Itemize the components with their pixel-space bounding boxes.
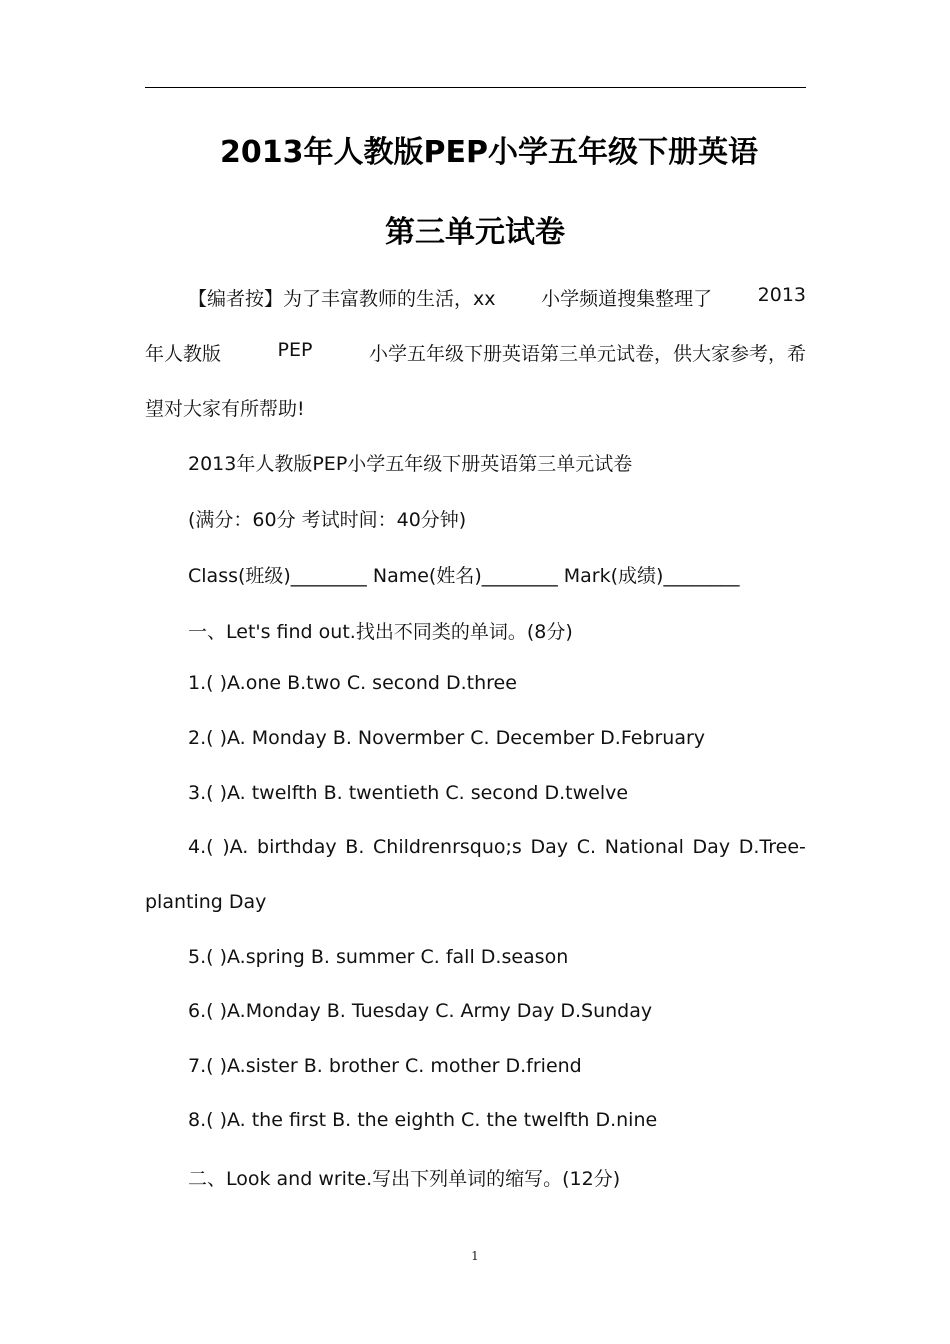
intro-line-1 <box>188 284 806 311</box>
q4-word: Childrenrsquo;s <box>373 836 522 858</box>
question-7: 7.( )A.sister B. brother C. mother D.friend <box>188 1055 582 1077</box>
intro-line-2 <box>145 339 806 366</box>
class-name-mark-line: Class(班级)________ Name(姓名)________ Mark(成绩)________ <box>188 565 740 587</box>
question-3: 3.( )A. twelfth B. twentieth C. second D.twelve <box>188 782 629 804</box>
question-4-continued: planting Day <box>145 891 267 913</box>
document-title-line-2: 第三单元试卷 <box>385 215 565 250</box>
section-1-heading: 一、Let's find out.找出不同类的单词。(8分) <box>188 621 573 643</box>
q4-word: birthday <box>257 836 337 858</box>
section-2-heading: 二、Look and write.写出下列单词的缩写。(12分) <box>188 1168 621 1190</box>
question-4 <box>188 836 806 858</box>
document-title-line-1: 2013年人教版PEP小学五年级下册英语 <box>220 135 758 170</box>
intro-word: 小学频道搜集整理了 <box>541 288 713 310</box>
intro-word: PEP <box>277 339 313 361</box>
intro-word: 2013 <box>757 284 806 306</box>
q4-word: Day <box>530 836 569 858</box>
q4-word: B. <box>345 836 365 858</box>
question-1: 1.( )A.one B.two C. second D.three <box>188 672 517 694</box>
page-number: 1 <box>471 1249 479 1263</box>
intro-line-3: 望对大家有所帮助! <box>145 398 305 420</box>
intro-word: 【编者按】为了丰富教师的生活，xx <box>188 288 496 310</box>
intro-word: 年人教版 <box>145 343 222 365</box>
header-rule <box>145 87 806 88</box>
q4-word: 4.( <box>188 836 214 858</box>
q4-word: National <box>604 836 684 858</box>
q4-word: )A. <box>222 836 249 858</box>
question-6: 6.( )A.Monday B. Tuesday C. Army Day D.Sunday <box>188 1000 653 1022</box>
q4-word: Day <box>692 836 731 858</box>
q4-word: C. <box>576 836 597 858</box>
question-5: 5.( )A.spring B. summer C. fall D.season <box>188 946 569 968</box>
doc-heading: 2013年人教版PEP小学五年级下册英语第三单元试卷 <box>188 453 633 475</box>
question-8: 8.( )A. the first B. the eighth C. the twelfth D.nine <box>188 1109 658 1131</box>
score-info: (满分：60分 考试时间：40分钟) <box>188 509 467 531</box>
intro-word: 小学五年级下册英语第三单元试卷，供大家参考，希 <box>368 343 806 365</box>
q4-word: D.Tree- <box>738 836 806 858</box>
question-2: 2.( )A. Monday B. Novermber C. December D.February <box>188 727 706 749</box>
